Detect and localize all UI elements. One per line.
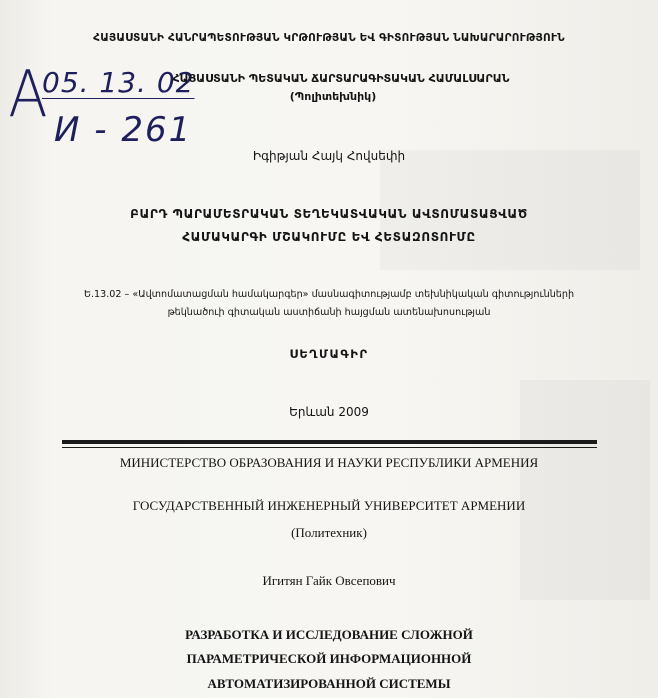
title-armenian-line2: ՀԱՄԱԿԱՐԳԻ ՄՇԱԿՈՒՄԸ ԵՎ ՀԵՏԱԶՈՏՈՒՄԸ <box>182 230 476 244</box>
specialty-armenian-line2: թեկնածուի գիտական աստիճանի հայցման ատենախոսության <box>167 307 491 318</box>
handwritten-number: И - 261 <box>54 110 193 150</box>
separator-thick-rule <box>62 440 597 444</box>
handwritten-letter: A <box>8 58 48 132</box>
separator-thin-rule <box>62 447 597 448</box>
handwritten-code: 05. 13. 02 <box>42 66 195 99</box>
city-year-armenian: Երևան 2009 <box>289 405 369 419</box>
ministry-armenian: ՀԱՅԱՍՏԱՆԻ ՀԱՆՐԱՊԵՏՈՒԹՅԱՆ ԿՐԹՈՒԹՅԱՆ ԵՎ ԳԻՏՈՒԹՅԱՆ ՆԱԽԱՐԱՐՈՒԹՅՈՒՆ <box>93 32 565 44</box>
ministry-russian: МИНИСТЕРСТВО ОБРАЗОВАНИЯ И НАУКИ РЕСПУБЛИКИ АРМЕНИЯ <box>119 455 539 470</box>
university-short-armenian: (Պոլիտեխնիկ) <box>289 90 377 103</box>
university-short-russian: (Политехник) <box>291 525 367 540</box>
title-russian-line1: РАЗРАБОТКА И ИССЛЕДОВАНИЕ СЛОЖНОЙ <box>185 627 473 642</box>
title-armenian-line1: ԲԱՐԴ ՊԱՐԱՄԵՏՐԱԿԱՆ ՏԵՂԵԿԱՏՎԱԿԱՆ ԱՎՏՈՄԱՏԱՑՎԱԾ <box>130 207 528 221</box>
title-russian-line2: ПАРАМЕТРИЧЕСКОЙ ИНФОРМАЦИОННОЙ <box>186 651 472 666</box>
specialty-armenian-line1: Ե.13.02 – «Ավտոմատացման համակարգեր» մասնագիտությամբ տեխնիկական գիտությունների <box>83 289 575 300</box>
university-armenian: ՀԱՅԱՍՏԱՆԻ ՊԵՏԱԿԱՆ ՃԱՐՏԱՐԱԳԻՏԱԿԱՆ ՀԱՄԱԼՍԱՐԱՆ <box>172 72 510 85</box>
author-russian: Игитян Гайк Овсепович <box>262 573 396 588</box>
author-armenian: Իգիթյան Հայկ Հովսեփի <box>252 149 406 163</box>
university-russian: ГОСУДАРСТВЕННЫЙ ИНЖЕНЕРНЫЙ УНИВЕРСИТЕТ АРМЕНИИ <box>132 498 526 513</box>
abstract-label-armenian: ՍԵՂՄԱԳԻՐ <box>289 347 369 361</box>
title-russian-line3: АВТОМАТИЗИРОВАННОЙ СИСТЕМЫ <box>207 676 451 691</box>
